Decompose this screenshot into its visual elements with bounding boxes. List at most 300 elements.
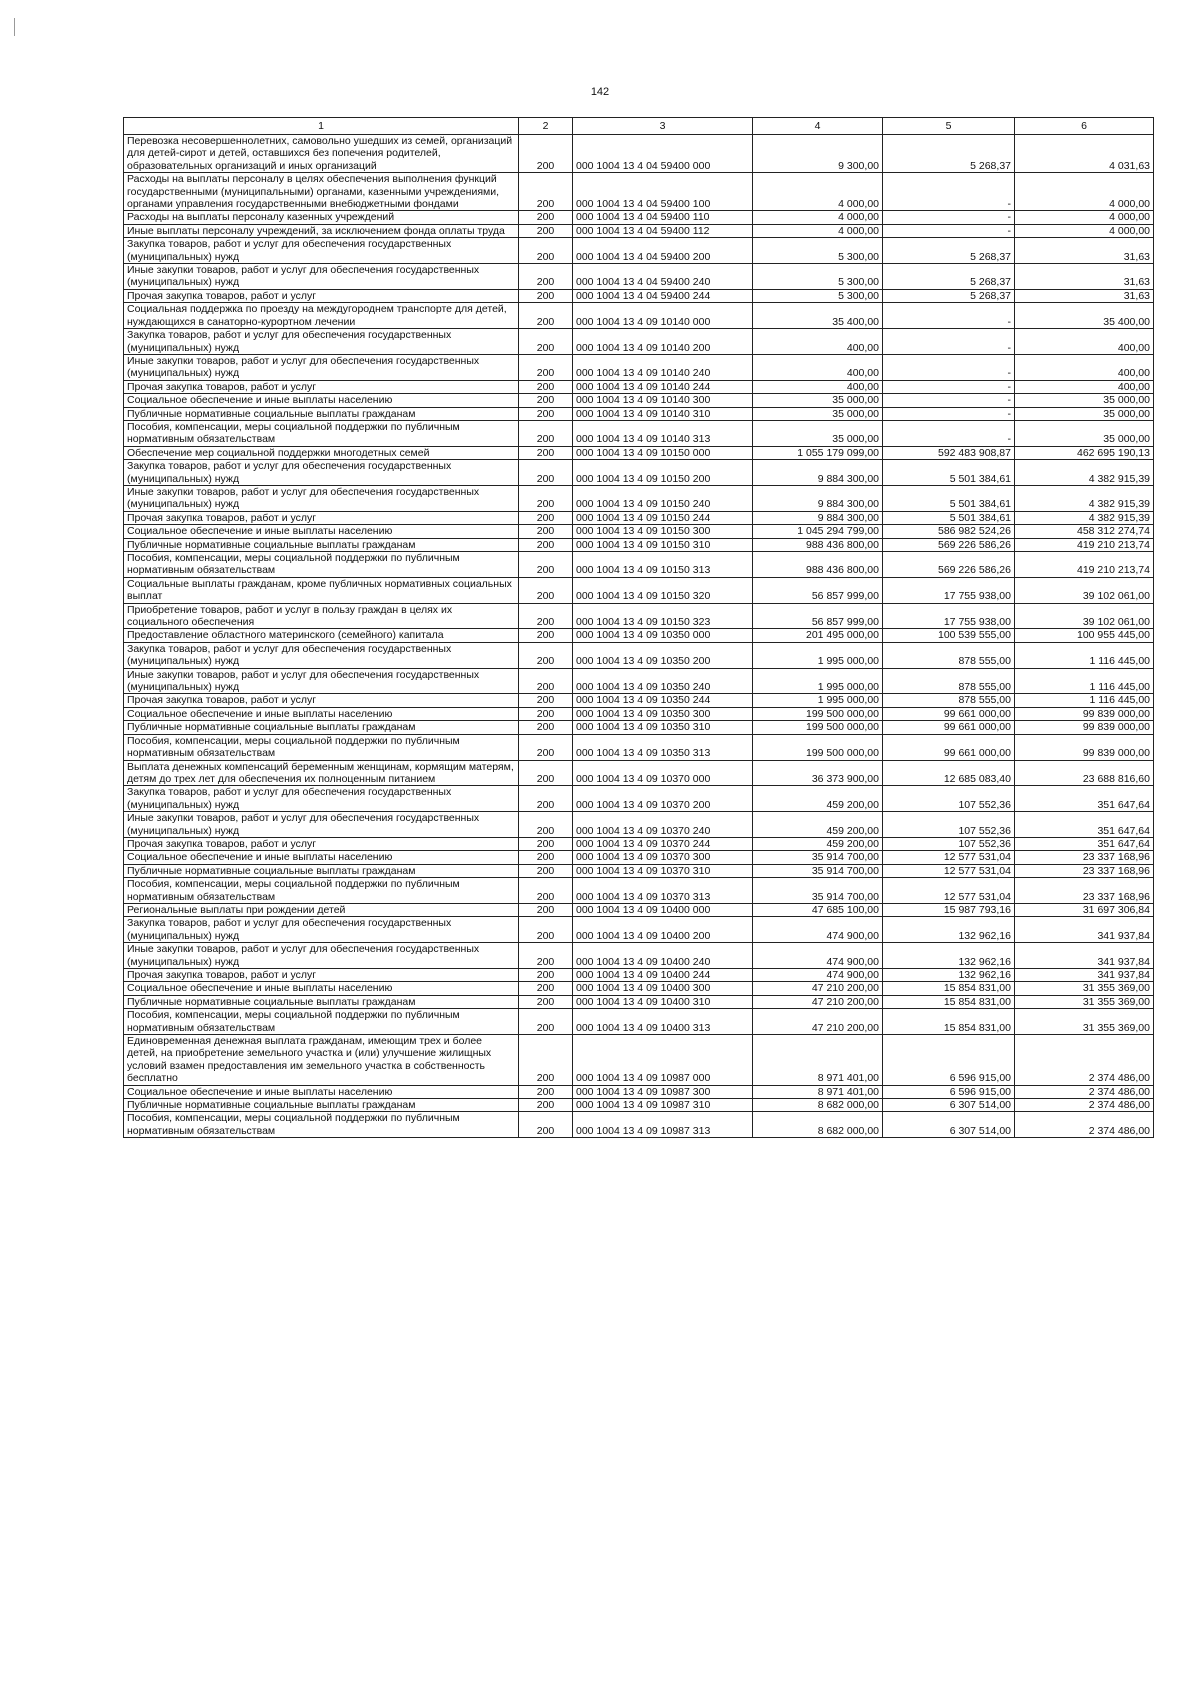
row-name-cell: Выплата денежных компенсаций беременным женщинам, кормящим матерям, детям до трех лет для обеспечения их полноценным питанием: [124, 760, 519, 786]
row-code-cell: 200: [519, 878, 573, 904]
row-executed-amount-cell: 5 268,37: [883, 289, 1015, 302]
table-row: [124, 668, 1154, 694]
table-row: [124, 969, 1154, 982]
row-code-cell: 200: [519, 903, 573, 916]
row-approved-amount-cell: 8 971 401,00: [753, 1085, 883, 1098]
row-approved-amount-cell: 474 900,00: [753, 943, 883, 969]
row-code-cell: 200: [519, 264, 573, 290]
row-executed-amount-cell: 99 661 000,00: [883, 707, 1015, 720]
row-executed-amount-cell: 5 268,37: [883, 264, 1015, 290]
table-row: [124, 734, 1154, 760]
row-executed-amount-cell: 5 501 384,61: [883, 511, 1015, 524]
row-budget-code-cell: 000 1004 13 4 09 10350 244: [573, 694, 753, 707]
row-name-cell: Прочая закупка товаров, работ и услуг: [124, 511, 519, 524]
row-executed-amount-cell: 6 307 514,00: [883, 1099, 1015, 1112]
row-approved-amount-cell: 35 400,00: [753, 303, 883, 329]
row-budget-code-cell: 000 1004 13 4 09 10987 310: [573, 1099, 753, 1112]
row-budget-code-cell: 000 1004 13 4 09 10370 244: [573, 837, 753, 850]
row-executed-amount-cell: 132 962,16: [883, 917, 1015, 943]
scan-edge-mark: [14, 18, 15, 36]
row-name-cell: Иные закупки товаров, работ и услуг для обеспечения государственных (муниципальных) нужд: [124, 354, 519, 380]
row-code-cell: 200: [519, 407, 573, 420]
table-row: [124, 1099, 1154, 1112]
row-unexecuted-amount-cell: 462 695 190,13: [1015, 446, 1154, 459]
row-unexecuted-amount-cell: 4 000,00: [1015, 224, 1154, 237]
table-row: [124, 760, 1154, 786]
row-code-cell: 200: [519, 1085, 573, 1098]
row-executed-amount-cell: -: [883, 420, 1015, 446]
table-row: [124, 721, 1154, 734]
row-code-cell: 200: [519, 211, 573, 224]
row-name-cell: Пособия, компенсации, меры социальной поддержки по публичным нормативным обязательствам: [124, 552, 519, 578]
row-code-cell: 200: [519, 460, 573, 486]
row-approved-amount-cell: 9 884 300,00: [753, 511, 883, 524]
row-name-cell: Прочая закупка товаров, работ и услуг: [124, 969, 519, 982]
row-code-cell: 200: [519, 420, 573, 446]
row-executed-amount-cell: 12 577 531,04: [883, 851, 1015, 864]
row-executed-amount-cell: 12 577 531,04: [883, 878, 1015, 904]
row-unexecuted-amount-cell: 351 647,64: [1015, 812, 1154, 838]
row-unexecuted-amount-cell: 4 000,00: [1015, 211, 1154, 224]
row-unexecuted-amount-cell: 31 355 369,00: [1015, 982, 1154, 995]
table-row: [124, 629, 1154, 642]
row-executed-amount-cell: 12 685 083,40: [883, 760, 1015, 786]
row-unexecuted-amount-cell: 2 374 486,00: [1015, 1085, 1154, 1098]
row-approved-amount-cell: 35 000,00: [753, 420, 883, 446]
row-unexecuted-amount-cell: 99 839 000,00: [1015, 707, 1154, 720]
table-row: [124, 903, 1154, 916]
row-unexecuted-amount-cell: 99 839 000,00: [1015, 721, 1154, 734]
row-name-cell: Перевозка несовершеннолетних, самовольно ушедших из семей, организаций для детей-сирот и детей, оставшихся без попечения родителей, образовательных организаций и иных организаций: [124, 135, 519, 173]
row-approved-amount-cell: 1 045 294 799,00: [753, 525, 883, 538]
row-name-cell: Социальное обеспечение и иные выплаты населению: [124, 525, 519, 538]
row-unexecuted-amount-cell: 400,00: [1015, 354, 1154, 380]
table-row: [124, 525, 1154, 538]
row-unexecuted-amount-cell: 4 382 915,39: [1015, 485, 1154, 511]
row-budget-code-cell: 000 1004 13 4 09 10140 240: [573, 354, 753, 380]
row-approved-amount-cell: 35 914 700,00: [753, 878, 883, 904]
row-code-cell: 200: [519, 1099, 573, 1112]
row-unexecuted-amount-cell: 35 000,00: [1015, 407, 1154, 420]
row-name-cell: Закупка товаров, работ и услуг для обеспечения государственных (муниципальных) нужд: [124, 917, 519, 943]
row-approved-amount-cell: 199 500 000,00: [753, 707, 883, 720]
table-row: [124, 878, 1154, 904]
row-unexecuted-amount-cell: 31,63: [1015, 238, 1154, 264]
row-code-cell: 200: [519, 721, 573, 734]
row-name-cell: Публичные нормативные социальные выплаты гражданам: [124, 538, 519, 551]
row-budget-code-cell: 000 1004 13 4 09 10400 000: [573, 903, 753, 916]
column-header-2: 2: [519, 118, 573, 135]
row-approved-amount-cell: 201 495 000,00: [753, 629, 883, 642]
row-code-cell: 200: [519, 446, 573, 459]
row-code-cell: 200: [519, 1035, 573, 1086]
row-name-cell: Закупка товаров, работ и услуг для обеспечения государственных (муниципальных) нужд: [124, 460, 519, 486]
row-code-cell: 200: [519, 173, 573, 211]
row-unexecuted-amount-cell: 31,63: [1015, 289, 1154, 302]
table-row: [124, 354, 1154, 380]
row-approved-amount-cell: 35 914 700,00: [753, 851, 883, 864]
row-code-cell: 200: [519, 511, 573, 524]
row-approved-amount-cell: 35 914 700,00: [753, 864, 883, 877]
row-approved-amount-cell: 1 995 000,00: [753, 642, 883, 668]
row-executed-amount-cell: -: [883, 354, 1015, 380]
row-budget-code-cell: 000 1004 13 4 09 10987 000: [573, 1035, 753, 1086]
row-name-cell: Иные закупки товаров, работ и услуг для обеспечения государственных (муниципальных) нужд: [124, 668, 519, 694]
row-code-cell: 200: [519, 224, 573, 237]
row-budget-code-cell: 000 1004 13 4 09 10140 310: [573, 407, 753, 420]
row-code-cell: 200: [519, 812, 573, 838]
row-executed-amount-cell: -: [883, 329, 1015, 355]
row-name-cell: Прочая закупка товаров, работ и услуг: [124, 837, 519, 850]
row-approved-amount-cell: 47 685 100,00: [753, 903, 883, 916]
row-name-cell: Социальное обеспечение и иные выплаты населению: [124, 707, 519, 720]
row-approved-amount-cell: 459 200,00: [753, 837, 883, 850]
row-unexecuted-amount-cell: 35 400,00: [1015, 303, 1154, 329]
row-name-cell: Публичные нормативные социальные выплаты гражданам: [124, 864, 519, 877]
row-name-cell: Иные закупки товаров, работ и услуг для обеспечения государственных (муниципальных) нужд: [124, 812, 519, 838]
table-row: [124, 1085, 1154, 1098]
row-approved-amount-cell: 35 000,00: [753, 407, 883, 420]
row-code-cell: 200: [519, 864, 573, 877]
row-budget-code-cell: 000 1004 13 4 09 10400 244: [573, 969, 753, 982]
row-approved-amount-cell: 1 995 000,00: [753, 668, 883, 694]
row-name-cell: Закупка товаров, работ и услуг для обеспечения государственных (муниципальных) нужд: [124, 786, 519, 812]
row-code-cell: 200: [519, 577, 573, 603]
row-budget-code-cell: 000 1004 13 4 09 10350 240: [573, 668, 753, 694]
row-approved-amount-cell: 199 500 000,00: [753, 721, 883, 734]
row-executed-amount-cell: 6 596 915,00: [883, 1035, 1015, 1086]
row-name-cell: Закупка товаров, работ и услуг для обеспечения государственных (муниципальных) нужд: [124, 329, 519, 355]
row-budget-code-cell: 000 1004 13 4 09 10150 300: [573, 525, 753, 538]
row-executed-amount-cell: 5 268,37: [883, 238, 1015, 264]
row-name-cell: Единовременная денежная выплата гражданам, имеющим трех и более детей, на приобретение земельного участка и (или) улучшение жилищных условий взамен предоставления им земельного участка в собственность бесплатно: [124, 1035, 519, 1086]
table-row: [124, 135, 1154, 173]
row-approved-amount-cell: 9 884 300,00: [753, 485, 883, 511]
row-executed-amount-cell: 878 555,00: [883, 642, 1015, 668]
table-row: [124, 995, 1154, 1008]
row-code-cell: 200: [519, 238, 573, 264]
table-row: [124, 694, 1154, 707]
row-unexecuted-amount-cell: 23 688 816,60: [1015, 760, 1154, 786]
row-budget-code-cell: 000 1004 13 4 09 10350 000: [573, 629, 753, 642]
row-code-cell: 200: [519, 668, 573, 694]
table-row: [124, 917, 1154, 943]
row-approved-amount-cell: 8 682 000,00: [753, 1099, 883, 1112]
row-executed-amount-cell: 569 226 586,26: [883, 552, 1015, 578]
row-name-cell: Закупка товаров, работ и услуг для обеспечения государственных (муниципальных) нужд: [124, 642, 519, 668]
row-name-cell: Социальное обеспечение и иные выплаты населению: [124, 394, 519, 407]
row-name-cell: Иные закупки товаров, работ и услуг для обеспечения государственных (муниципальных) нужд: [124, 264, 519, 290]
row-code-cell: 200: [519, 707, 573, 720]
table-row: [124, 577, 1154, 603]
row-name-cell: Обеспечение мер социальной поддержки многодетных семей: [124, 446, 519, 459]
row-approved-amount-cell: 56 857 999,00: [753, 577, 883, 603]
table-row: [124, 851, 1154, 864]
row-executed-amount-cell: 6 307 514,00: [883, 1112, 1015, 1138]
table-row: [124, 394, 1154, 407]
row-executed-amount-cell: 569 226 586,26: [883, 538, 1015, 551]
row-executed-amount-cell: 15 854 831,00: [883, 1009, 1015, 1035]
row-approved-amount-cell: 47 210 200,00: [753, 1009, 883, 1035]
table-row: [124, 264, 1154, 290]
table-row: [124, 1035, 1154, 1086]
row-budget-code-cell: 000 1004 13 4 09 10140 244: [573, 380, 753, 393]
row-unexecuted-amount-cell: 31 697 306,84: [1015, 903, 1154, 916]
row-approved-amount-cell: 56 857 999,00: [753, 603, 883, 629]
row-name-cell: Прочая закупка товаров, работ и услуг: [124, 380, 519, 393]
row-code-cell: 200: [519, 969, 573, 982]
row-approved-amount-cell: 1 995 000,00: [753, 694, 883, 707]
row-executed-amount-cell: -: [883, 407, 1015, 420]
row-code-cell: 200: [519, 329, 573, 355]
row-code-cell: 200: [519, 837, 573, 850]
row-code-cell: 200: [519, 786, 573, 812]
row-name-cell: Расходы на выплаты персоналу казенных учреждений: [124, 211, 519, 224]
row-budget-code-cell: 000 1004 13 4 04 59400 000: [573, 135, 753, 173]
row-budget-code-cell: 000 1004 13 4 09 10140 200: [573, 329, 753, 355]
row-unexecuted-amount-cell: 341 937,84: [1015, 969, 1154, 982]
row-budget-code-cell: 000 1004 13 4 09 10987 300: [573, 1085, 753, 1098]
row-executed-amount-cell: 132 962,16: [883, 969, 1015, 982]
row-code-cell: 200: [519, 917, 573, 943]
row-approved-amount-cell: 400,00: [753, 329, 883, 355]
row-name-cell: Пособия, компенсации, меры социальной поддержки по публичным нормативным обязательствам: [124, 1112, 519, 1138]
row-unexecuted-amount-cell: 341 937,84: [1015, 917, 1154, 943]
table-row: [124, 173, 1154, 211]
row-executed-amount-cell: 586 982 524,26: [883, 525, 1015, 538]
row-approved-amount-cell: 400,00: [753, 354, 883, 380]
table-row: [124, 982, 1154, 995]
budget-execution-table: [123, 117, 1154, 1138]
row-name-cell: Публичные нормативные социальные выплаты гражданам: [124, 407, 519, 420]
row-executed-amount-cell: -: [883, 303, 1015, 329]
table-row: [124, 485, 1154, 511]
row-approved-amount-cell: 9 300,00: [753, 135, 883, 173]
row-unexecuted-amount-cell: 351 647,64: [1015, 786, 1154, 812]
row-unexecuted-amount-cell: 419 210 213,74: [1015, 552, 1154, 578]
row-budget-code-cell: 000 1004 13 4 09 10400 300: [573, 982, 753, 995]
row-unexecuted-amount-cell: 4 031,63: [1015, 135, 1154, 173]
row-code-cell: 200: [519, 851, 573, 864]
row-code-cell: 200: [519, 760, 573, 786]
row-name-cell: Социальные выплаты гражданам, кроме публичных нормативных социальных выплат: [124, 577, 519, 603]
row-unexecuted-amount-cell: 419 210 213,74: [1015, 538, 1154, 551]
column-header-3: 3: [573, 118, 753, 135]
row-approved-amount-cell: 400,00: [753, 380, 883, 393]
table-row: [124, 642, 1154, 668]
row-name-cell: Закупка товаров, работ и услуг для обеспечения государственных (муниципальных) нужд: [124, 238, 519, 264]
table-row: [124, 446, 1154, 459]
page-number: 142: [590, 86, 610, 98]
table-row: [124, 1009, 1154, 1035]
table-row: [124, 238, 1154, 264]
table-row: [124, 812, 1154, 838]
row-name-cell: Пособия, компенсации, меры социальной поддержки по публичным нормативным обязательствам: [124, 420, 519, 446]
row-executed-amount-cell: -: [883, 394, 1015, 407]
row-budget-code-cell: 000 1004 13 4 09 10370 000: [573, 760, 753, 786]
row-unexecuted-amount-cell: 35 000,00: [1015, 420, 1154, 446]
row-unexecuted-amount-cell: 1 116 445,00: [1015, 668, 1154, 694]
row-executed-amount-cell: 107 552,36: [883, 812, 1015, 838]
column-header-5: 5: [883, 118, 1015, 135]
row-code-cell: 200: [519, 394, 573, 407]
table-row: [124, 420, 1154, 446]
row-budget-code-cell: 000 1004 13 4 04 59400 200: [573, 238, 753, 264]
row-code-cell: 200: [519, 1112, 573, 1138]
row-unexecuted-amount-cell: 4 382 915,39: [1015, 511, 1154, 524]
row-executed-amount-cell: 17 755 938,00: [883, 577, 1015, 603]
table-row: [124, 552, 1154, 578]
row-unexecuted-amount-cell: 400,00: [1015, 380, 1154, 393]
row-unexecuted-amount-cell: 23 337 168,96: [1015, 864, 1154, 877]
table-row: [124, 538, 1154, 551]
row-budget-code-cell: 000 1004 13 4 09 10370 240: [573, 812, 753, 838]
table-row: [124, 943, 1154, 969]
row-code-cell: 200: [519, 485, 573, 511]
row-budget-code-cell: 000 1004 13 4 09 10370 200: [573, 786, 753, 812]
row-unexecuted-amount-cell: 458 312 274,74: [1015, 525, 1154, 538]
row-executed-amount-cell: 5 501 384,61: [883, 485, 1015, 511]
row-executed-amount-cell: -: [883, 224, 1015, 237]
row-code-cell: 200: [519, 603, 573, 629]
row-approved-amount-cell: 199 500 000,00: [753, 734, 883, 760]
row-approved-amount-cell: 47 210 200,00: [753, 995, 883, 1008]
row-approved-amount-cell: 988 436 800,00: [753, 552, 883, 578]
row-budget-code-cell: 000 1004 13 4 09 10150 320: [573, 577, 753, 603]
row-budget-code-cell: 000 1004 13 4 09 10150 313: [573, 552, 753, 578]
row-name-cell: Пособия, компенсации, меры социальной поддержки по публичным нормативным обязательствам: [124, 878, 519, 904]
row-name-cell: Региональные выплаты при рождении детей: [124, 903, 519, 916]
row-executed-amount-cell: 592 483 908,87: [883, 446, 1015, 459]
row-unexecuted-amount-cell: 39 102 061,00: [1015, 603, 1154, 629]
row-unexecuted-amount-cell: 39 102 061,00: [1015, 577, 1154, 603]
table-row: [124, 329, 1154, 355]
table-row: [124, 289, 1154, 302]
row-code-cell: 200: [519, 642, 573, 668]
row-name-cell: Иные закупки товаров, работ и услуг для обеспечения государственных (муниципальных) нужд: [124, 485, 519, 511]
row-budget-code-cell: 000 1004 13 4 09 10350 200: [573, 642, 753, 668]
row-approved-amount-cell: 35 000,00: [753, 394, 883, 407]
row-unexecuted-amount-cell: 2 374 486,00: [1015, 1099, 1154, 1112]
row-executed-amount-cell: 5 268,37: [883, 135, 1015, 173]
row-unexecuted-amount-cell: 351 647,64: [1015, 837, 1154, 850]
row-unexecuted-amount-cell: 1 116 445,00: [1015, 694, 1154, 707]
row-approved-amount-cell: 9 884 300,00: [753, 460, 883, 486]
row-budget-code-cell: 000 1004 13 4 09 10350 300: [573, 707, 753, 720]
row-name-cell: Предоставление областного материнского (семейного) капитала: [124, 629, 519, 642]
row-code-cell: 200: [519, 135, 573, 173]
row-unexecuted-amount-cell: 31 355 369,00: [1015, 995, 1154, 1008]
row-executed-amount-cell: 17 755 938,00: [883, 603, 1015, 629]
table-row: [124, 303, 1154, 329]
row-executed-amount-cell: 12 577 531,04: [883, 864, 1015, 877]
row-unexecuted-amount-cell: 35 000,00: [1015, 394, 1154, 407]
row-executed-amount-cell: 15 854 831,00: [883, 982, 1015, 995]
row-budget-code-cell: 000 1004 13 4 09 10350 310: [573, 721, 753, 734]
row-executed-amount-cell: 99 661 000,00: [883, 734, 1015, 760]
row-unexecuted-amount-cell: 1 116 445,00: [1015, 642, 1154, 668]
row-executed-amount-cell: 100 539 555,00: [883, 629, 1015, 642]
row-approved-amount-cell: 8 682 000,00: [753, 1112, 883, 1138]
row-name-cell: Социальное обеспечение и иные выплаты населению: [124, 1085, 519, 1098]
row-approved-amount-cell: 4 000,00: [753, 173, 883, 211]
row-approved-amount-cell: 988 436 800,00: [753, 538, 883, 551]
row-unexecuted-amount-cell: 23 337 168,96: [1015, 878, 1154, 904]
row-approved-amount-cell: 1 055 179 099,00: [753, 446, 883, 459]
row-executed-amount-cell: 15 987 793,16: [883, 903, 1015, 916]
row-unexecuted-amount-cell: 100 955 445,00: [1015, 629, 1154, 642]
row-name-cell: Пособия, компенсации, меры социальной поддержки по публичным нормативным обязательствам: [124, 734, 519, 760]
row-name-cell: Социальное обеспечение и иные выплаты населению: [124, 982, 519, 995]
row-budget-code-cell: 000 1004 13 4 09 10150 323: [573, 603, 753, 629]
row-code-cell: 200: [519, 354, 573, 380]
row-unexecuted-amount-cell: 31,63: [1015, 264, 1154, 290]
table-row: [124, 707, 1154, 720]
row-code-cell: 200: [519, 303, 573, 329]
table-row: [124, 511, 1154, 524]
row-approved-amount-cell: 4 000,00: [753, 211, 883, 224]
row-name-cell: Иные закупки товаров, работ и услуг для обеспечения государственных (муниципальных) нужд: [124, 943, 519, 969]
row-executed-amount-cell: 15 854 831,00: [883, 995, 1015, 1008]
row-executed-amount-cell: -: [883, 380, 1015, 393]
row-name-cell: Публичные нормативные социальные выплаты гражданам: [124, 721, 519, 734]
row-budget-code-cell: 000 1004 13 4 09 10400 313: [573, 1009, 753, 1035]
row-budget-code-cell: 000 1004 13 4 09 10150 200: [573, 460, 753, 486]
row-executed-amount-cell: -: [883, 211, 1015, 224]
column-header-1: 1: [124, 118, 519, 135]
table-row: [124, 603, 1154, 629]
row-name-cell: Прочая закупка товаров, работ и услуг: [124, 694, 519, 707]
row-unexecuted-amount-cell: 4 000,00: [1015, 173, 1154, 211]
row-name-cell: Иные выплаты персоналу учреждений, за исключением фонда оплаты труда: [124, 224, 519, 237]
table-row: [124, 224, 1154, 237]
row-budget-code-cell: 000 1004 13 4 09 10350 313: [573, 734, 753, 760]
row-budget-code-cell: 000 1004 13 4 09 10400 240: [573, 943, 753, 969]
row-code-cell: 200: [519, 694, 573, 707]
row-name-cell: Публичные нормативные социальные выплаты гражданам: [124, 1099, 519, 1112]
table-row: [124, 837, 1154, 850]
row-approved-amount-cell: 4 000,00: [753, 224, 883, 237]
row-executed-amount-cell: 878 555,00: [883, 668, 1015, 694]
row-budget-code-cell: 000 1004 13 4 09 10400 310: [573, 995, 753, 1008]
row-executed-amount-cell: 5 501 384,61: [883, 460, 1015, 486]
column-header-6: 6: [1015, 118, 1154, 135]
row-unexecuted-amount-cell: 2 374 486,00: [1015, 1035, 1154, 1086]
row-budget-code-cell: 000 1004 13 4 09 10370 310: [573, 864, 753, 877]
row-budget-code-cell: 000 1004 13 4 09 10150 310: [573, 538, 753, 551]
row-budget-code-cell: 000 1004 13 4 09 10140 313: [573, 420, 753, 446]
row-budget-code-cell: 000 1004 13 4 09 10150 000: [573, 446, 753, 459]
column-header-4: 4: [753, 118, 883, 135]
row-code-cell: 200: [519, 982, 573, 995]
row-executed-amount-cell: 132 962,16: [883, 943, 1015, 969]
row-name-cell: Прочая закупка товаров, работ и услуг: [124, 289, 519, 302]
row-budget-code-cell: 000 1004 13 4 04 59400 240: [573, 264, 753, 290]
row-name-cell: Социальная поддержка по проезду на междугороднем транспорте для детей, нуждающихся в санаторно-курортном лечении: [124, 303, 519, 329]
row-approved-amount-cell: 5 300,00: [753, 264, 883, 290]
row-name-cell: Социальное обеспечение и иные выплаты населению: [124, 851, 519, 864]
row-code-cell: 200: [519, 552, 573, 578]
row-approved-amount-cell: 47 210 200,00: [753, 982, 883, 995]
row-executed-amount-cell: 878 555,00: [883, 694, 1015, 707]
row-approved-amount-cell: 5 300,00: [753, 289, 883, 302]
table-row: [124, 1112, 1154, 1138]
row-budget-code-cell: 000 1004 13 4 04 59400 110: [573, 211, 753, 224]
row-executed-amount-cell: 6 596 915,00: [883, 1085, 1015, 1098]
row-name-cell: Расходы на выплаты персоналу в целях обеспечения выполнения функций государственными (муниципальными) органами, казенными учреждениями, органами управления государственными внебюджетными фондами: [124, 173, 519, 211]
row-executed-amount-cell: 99 661 000,00: [883, 721, 1015, 734]
row-budget-code-cell: 000 1004 13 4 09 10400 200: [573, 917, 753, 943]
